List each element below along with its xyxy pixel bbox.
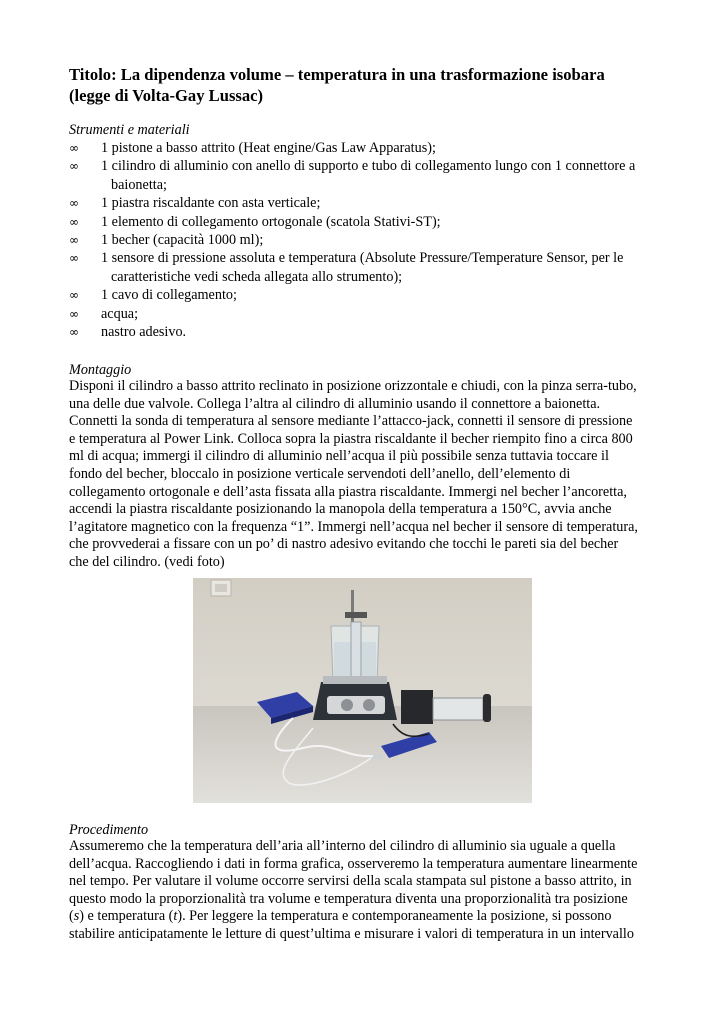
infinity-bullet-icon: ∞ — [69, 141, 79, 155]
list-item: ∞ 1 sensore di pressione assoluta e temperatura (Absolute Pressure/Temperature Sensor, per le caratteristiche vedi scheda allegata allo strumento); — [69, 250, 624, 285]
pressure-sensor-box — [401, 690, 433, 724]
procedimento-heading: Procedimento — [69, 822, 149, 838]
list-item: ∞ 1 pistone a basso attrito (Heat engine/Gas Law Apparatus); — [69, 140, 436, 156]
infinity-bullet-icon: ∞ — [69, 214, 79, 229]
list-item: ∞ 1 piastra riscaldante con asta verticale; — [69, 195, 321, 212]
table-surface — [193, 706, 532, 803]
low-friction-piston — [433, 698, 483, 720]
stirrer-knob-icon — [363, 699, 375, 711]
infinity-bullet-icon: ∞ — [69, 233, 79, 248]
temperature-knob-icon — [341, 699, 353, 711]
procedimento-paragraph: Assumeremo che la temperatura dell’aria all’interno del cilindro di alluminio sia uguale a quella dell’acqua. Raccogliendo i dati in forma grafica, osserveremo la temperatura aumentare linearmente nel tempo. Per valutare il volume occorre servirsi della scala stampata sul pistone a basso attrito, in questo modo la proporzionalità tra volume e temperatura diventa una proporzionalità tra posizione (s) e temperatura (t). Per leggere la temperatura e contemporaneamente la posizione, si possono stabilire anticipatamente le letture di quest’ultima e misurare i valori di temperatura in un intervallo — [69, 838, 638, 942]
title-line-1: Titolo: La dipendenza volume – temperatura in una trasformazione isobara — [69, 65, 605, 84]
list-item: ∞ nastro adesivo. — [69, 324, 187, 341]
infinity-bullet-icon: ∞ — [69, 325, 79, 340]
aluminium-cylinder — [351, 622, 361, 678]
document-title — [69, 64, 669, 106]
materials-list — [69, 139, 669, 341]
list-item: ∞ 1 cilindro di alluminio con anello di supporto e tubo di collegamento lungo con 1 connettore a baionetta; — [69, 158, 636, 193]
montaggio-heading: Montaggio — [69, 362, 132, 378]
infinity-bullet-icon: ∞ — [69, 159, 79, 174]
list-item: ∞ 1 cavo di collegamento; — [69, 287, 237, 304]
infinity-bullet-icon: ∞ — [69, 306, 79, 321]
materials-heading: Strumenti e materiali — [69, 122, 190, 138]
list-item: ∞ acqua; — [69, 305, 139, 322]
list-item: ∞ 1 becher (capacità 1000 ml); — [69, 232, 264, 249]
list-item: ∞ 1 elemento di collegamento ortogonale (scatola Stativi-ST); — [69, 213, 441, 230]
infinity-bullet-icon: ∞ — [69, 196, 79, 211]
title-line-2: (legge di Volta-Gay Lussac) — [69, 86, 264, 105]
montaggio-paragraph: Disponi il cilindro a basso attrito reclinato in posizione orizzontale e chiudi, con la pinza serra-tubo, una delle due valvole. Collega l’altra al cilindro di alluminio usando il connettore a baionetta. Connetti la sonda di temperatura al sensore mediante l’attacco-jack, connetti il sensore di pressione e temperatura al Power Link. Colloca sopra la piastra riscaldante il becher riempito fino a circa 800 ml di acqua; immergi il cilindro di alluminio nell’acqua il più possibile senza tuttavia toccare il fondo del becher, bloccalo in posizione verticale servendoti dell’anello, dell’elemento di collegamento ortogonale e dell’asta fissata alla piastra riscaldante. Immergi nel becher l’ancoretta, accendi la piastra riscaldante posizionando la manopola della temperatura a 150°C, avvia anche l’agitatore magnetico con la frequenza “1”. Immergi nell’acqua nel becher il sensore di temperatura, che provvederai a fissare con un po’ di nastro adesivo evitando che tocchi le pareti sia del becher che del cilindro. (vedi foto) — [69, 378, 638, 570]
apparatus-photo — [193, 578, 532, 803]
infinity-bullet-icon: ∞ — [69, 288, 79, 303]
infinity-bullet-icon: ∞ — [69, 251, 79, 266]
